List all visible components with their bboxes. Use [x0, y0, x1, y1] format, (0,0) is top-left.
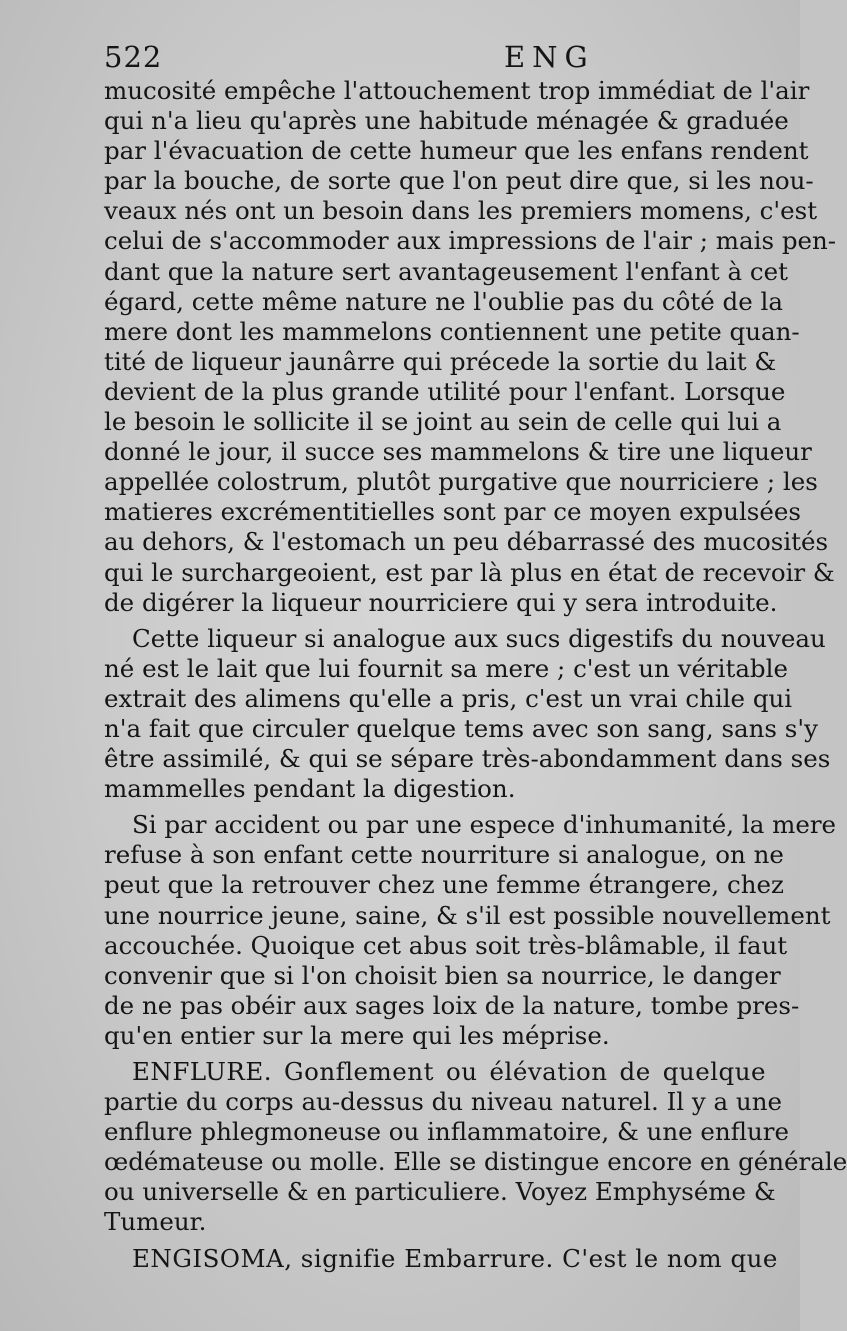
entry-enflure [104, 1057, 847, 1238]
text-line: Tumeur. [104, 1207, 207, 1237]
text-line: appellée colostrum, plutôt purgative que nourriciere ; les [104, 467, 818, 497]
text-line: tité de liqueur jaunârre qui précede la sortie du lait & [104, 346, 777, 376]
text-line: mere dont les mammelons contiennent une petite quan- [104, 316, 800, 346]
text-line: extrait des alimens qu'elle a pris, c'est un vrai chile qui [104, 683, 793, 713]
text-line: né est le lait que lui fournit sa mere ; c'est un véritable [104, 653, 788, 683]
text-line: qui le surchargeoient, est par là plus en état de recevoir & [104, 557, 835, 587]
text-line: être assimilé, & qui se sépare très-abondamment dans ses [104, 744, 831, 774]
text-line: n'a fait que circuler quelque tems avec son sang, sans s'y [104, 713, 818, 743]
text-line: ENGISOMA, signifie Embarrure. C'est le nom que [132, 1243, 778, 1273]
text-line: œdémateuse ou molle. Elle se distingue encore en générale [104, 1147, 847, 1177]
text-line: convenir que si l'on choisit bien sa nourrice, le danger [104, 960, 781, 990]
text-line: par la bouche, de sorte que l'on peut dire que, si les nou- [104, 166, 814, 196]
text-line: partie du corps au-dessus du niveau naturel. Il y a une [104, 1087, 782, 1117]
paragraph-colostrum [104, 76, 837, 618]
text-line: veaux nés ont un besoin dans les premiers momens, c'est [104, 196, 818, 226]
text-line: Si par accident ou par une espece d'inhumanité, la mere [132, 810, 837, 840]
text-line: dant que la nature sert avantageusement l'enfant à cet [104, 256, 788, 286]
paragraph-lait [104, 623, 831, 805]
paragraph-nourrice [104, 810, 837, 1051]
text-line: ou universelle & en particuliere. Voyez Emphyséme & [104, 1177, 776, 1207]
text-line: une nourrice jeune, saine, & s'il est possible nouvellement [104, 900, 831, 930]
text-line: qui n'a lieu qu'après une habitude ménagée & graduée [104, 106, 789, 136]
text-line: le besoin le sollicite il se joint au sein de celle qui lui a [104, 407, 782, 437]
text-line: peut que la retrouver chez une femme étrangere, chez [104, 870, 784, 900]
text-line: Cette liqueur si analogue aux sucs digestifs du nouveau [132, 623, 826, 653]
text-line: enflure phlegmoneuse ou inflammatoire, & une enflure [104, 1117, 789, 1147]
text-line: par l'évacuation de cette humeur que les enfans rendent [104, 136, 809, 166]
text-line: ENFLURE. Gonflement ou élévation de quelque [132, 1057, 766, 1086]
text-line: qu'en entier sur la mere qui les méprise. [104, 1020, 610, 1050]
text-line: au dehors, & l'estomach un peu débarrassé des mucosités [104, 527, 829, 557]
text-line: de ne pas obéir aux sages loix de la nature, tombe pres- [104, 990, 800, 1020]
text-line: matieres excrémentitielles sont par ce moyen expulsées [104, 497, 801, 527]
page-header [104, 40, 764, 76]
entry-engisoma [104, 1243, 778, 1274]
body-text [104, 76, 847, 1274]
running-head: ENG [504, 40, 595, 74]
text-line: devient de la plus grande utilité pour l'enfant. Lorsque [104, 376, 786, 406]
text-line: égard, cette même nature ne l'oublie pas du côté de la [104, 286, 783, 316]
text-line: accouchée. Quoique cet abus soit très-blâmable, il faut [104, 930, 788, 960]
text-line: donné le jour, il succe ses mammelons & tire une liqueur [104, 437, 812, 467]
page-number: 522 [104, 40, 163, 74]
text-line: de digérer la liqueur nourriciere qui y sera introduite. [104, 587, 778, 617]
text-line: mucosité empêche l'attouchement trop immédiat de l'air [104, 76, 810, 105]
text-line: celui de s'accommoder aux impressions de l'air ; mais pen- [104, 226, 837, 256]
text-line: mammelles pendant la digestion. [104, 774, 516, 804]
text-line: refuse à son enfant cette nourriture si analogue, on ne [104, 840, 784, 870]
